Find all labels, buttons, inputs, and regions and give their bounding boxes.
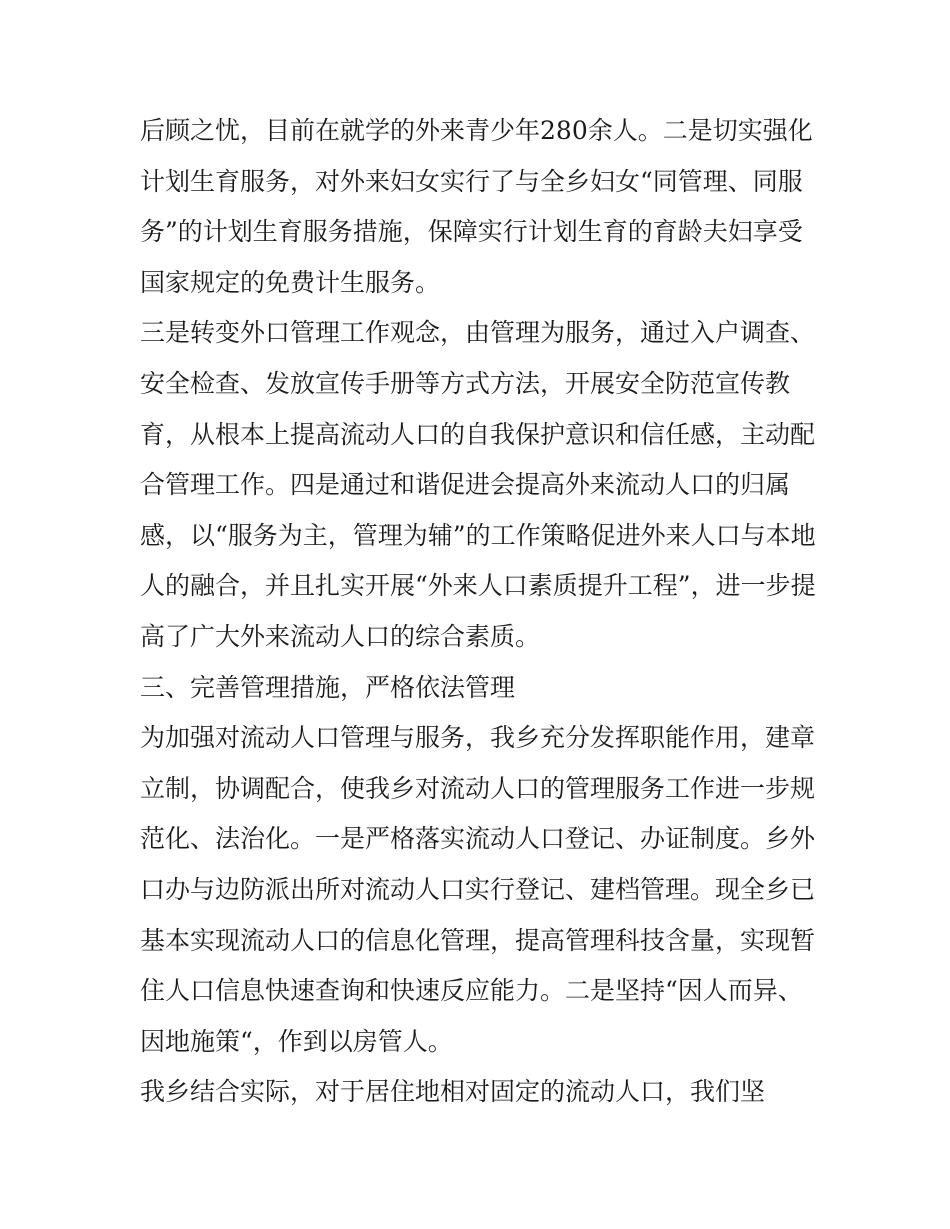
text-line-10: 人的融合，并且扎实开展“外来人口素质提升工程”，进一步提 bbox=[140, 571, 816, 601]
text-line-18: 住人口信息快速查询和快速反应能力。二是坚持“因人而异、 bbox=[140, 976, 803, 1006]
text-line-5: 三是转变外口管理工作观念，由管理为服务，通过入户调查、 bbox=[140, 318, 816, 348]
text-line-19: 因地施策“，作到以房管人。 bbox=[140, 1026, 453, 1056]
text-line-20: 我乡结合实际，对于居住地相对固定的流动人口，我们坚 bbox=[140, 1077, 766, 1107]
text-line-16: 口办与边防派出所对流动人口实行登记、建档管理。现全乡已 bbox=[140, 874, 816, 904]
text-line-15: 范化、法治化。一是严格落实流动人口登记、办证制度。乡外 bbox=[140, 824, 816, 854]
text-line-11: 高了广大外来流动人口的综合素质。 bbox=[140, 621, 541, 651]
text-line-8: 合管理工作。四是通过和谐促进会提高外来流动人口的归属 bbox=[140, 470, 791, 500]
document-body bbox=[140, 106, 820, 1118]
text-line-14: 立制，协调配合，使我乡对流动人口的管理服务工作进一步规 bbox=[140, 773, 816, 803]
text-line-2: 计划生育服务，对外来妇女实行了与全乡妇女“同管理、同服 bbox=[140, 166, 803, 196]
text-line-17: 基本实现流动人口的信息化管理，提高管理科技含量，实现暂 bbox=[140, 925, 816, 955]
text-line-9: 感，以“服务为主，管理为辅”的工作策略促进外来人口与本地 bbox=[140, 520, 816, 550]
text-line-4: 国家规定的免费计生服务。 bbox=[140, 267, 441, 297]
text-line-7: 育，从根本上提高流动人口的自我保护意识和信任感，主动配 bbox=[140, 419, 816, 449]
text-line-3: 务”的计划生育服务措施，保障实行计划生育的育龄夫妇享受 bbox=[140, 217, 803, 247]
text-line-13: 为加强对流动人口管理与服务，我乡充分发挥职能作用，建章 bbox=[140, 723, 816, 753]
text-line-1: 后顾之忧，目前在就学的外来青少年280余人。二是切实强化 bbox=[140, 116, 813, 145]
text-line-6: 安全检查、发放宣传手册等方式方法，开展安全防范宣传教 bbox=[140, 368, 791, 398]
section-heading: 三、完善管理措施，严格依法管理 bbox=[140, 672, 516, 702]
